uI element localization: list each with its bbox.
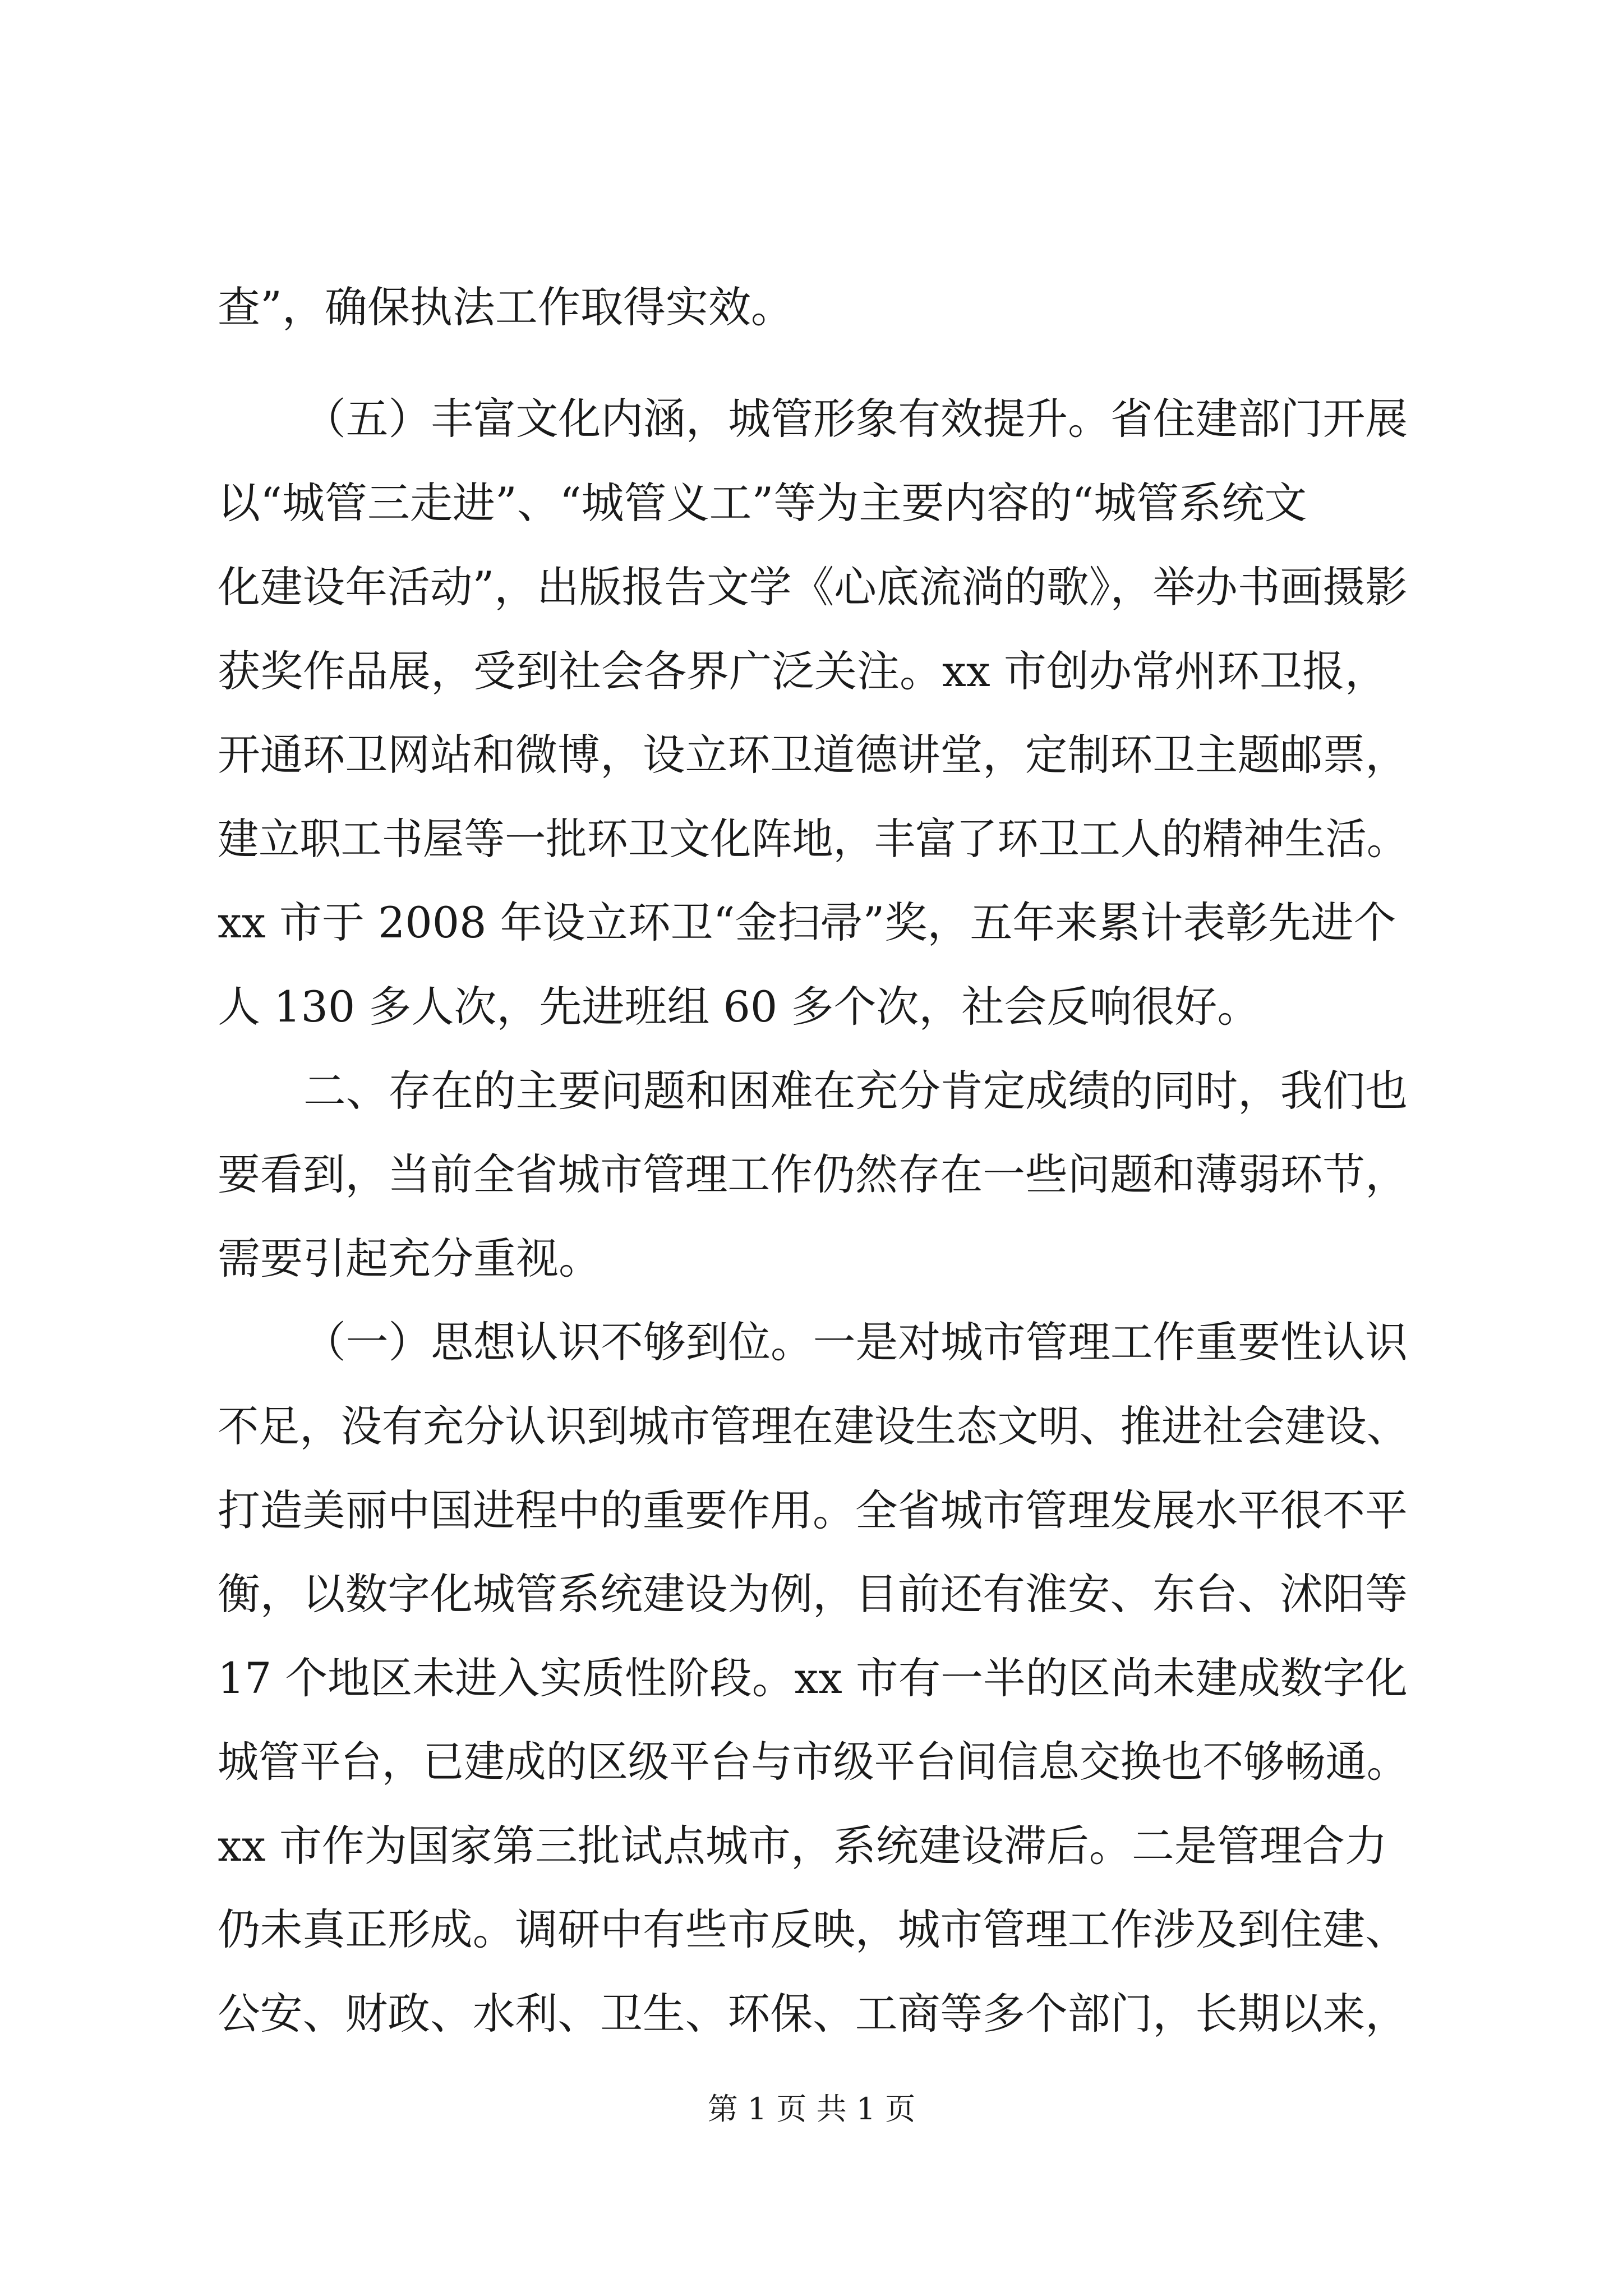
text-line	[0, 1474, 1623, 1547]
text-line-content: 要看到，当前全省城市管理工作仍然存在一些问题和薄弱环节，	[218, 1149, 1408, 1199]
text-line	[0, 886, 1623, 959]
text-line	[0, 1977, 1623, 2050]
text-line-content: （五）丰富文化内涵，城管形象有效提升。省住建部门开展	[303, 394, 1408, 444]
text-line-content: 建立职工书屋等一批环卫文化阵地，丰富了环卫工人的精神生活。	[218, 814, 1408, 864]
text-line	[0, 635, 1623, 708]
text-line	[0, 1726, 1623, 1798]
text-line-content: 以“城管三走进”、“城管义工”等为主要内容的“城管系统文	[218, 478, 1307, 528]
text-line	[0, 1642, 1623, 1715]
text-line-content: 查”，确保执法工作取得实效。	[218, 282, 794, 332]
text-line-content: 衡，以数字化城管系统建设为例，目前还有淮安、东台、沭阳等	[218, 1569, 1408, 1619]
text-line-content: 二、存在的主要问题和困难在充分肯定成绩的同时，我们也	[303, 1066, 1408, 1116]
text-line	[0, 1222, 1623, 1295]
text-line-content: 公安、财政、水利、卫生、环保、工商等多个部门，长期以来，	[218, 1989, 1408, 2039]
text-line-content: xx 市作为国家第三批试点城市，系统建设滞后。二是管理合力	[218, 1821, 1387, 1871]
text-line	[0, 551, 1623, 624]
text-line-content: 获奖作品展，受到社会各界广泛关注。xx 市创办常州环卫报，	[218, 646, 1387, 696]
text-line-content: 打造美丽中国进程中的重要作用。全省城市管理发展水平很不平	[218, 1485, 1408, 1535]
paragraph-first-line	[0, 1055, 1623, 1128]
text-line	[0, 271, 1623, 344]
text-line-content: 人 130 多人次，先进班组 60 多个次，社会反响很好。	[218, 982, 1260, 1032]
text-line	[0, 467, 1623, 540]
text-line-content: 仍未真正形成。调研中有些市反映，城市管理工作涉及到住建、	[218, 1904, 1408, 1954]
text-line-content: 17 个地区未进入实质性阶段。xx 市有一半的区尚未建成数字化	[218, 1653, 1408, 1703]
text-line-content: 不足，没有充分认识到城市管理在建设生态文明、推进社会建设、	[218, 1401, 1408, 1451]
text-line	[0, 1558, 1623, 1631]
text-line	[0, 1138, 1623, 1211]
paragraph-first-line	[0, 383, 1623, 455]
text-line	[0, 1893, 1623, 1966]
text-line	[0, 970, 1623, 1043]
text-line-content: 需要引起充分重视。	[218, 1234, 601, 1283]
text-line	[0, 1390, 1623, 1463]
text-line	[0, 803, 1623, 876]
text-line-content: xx 市于 2008 年设立环卫“金扫帚”奖，五年来累计表彰先进个	[218, 898, 1396, 947]
text-line	[0, 719, 1623, 792]
text-line	[0, 1810, 1623, 1883]
paragraph-first-line	[0, 1306, 1623, 1379]
text-line-content: 化建设年活动”，出版报告文学《心底流淌的歌》，举办书画摄影	[218, 562, 1408, 612]
text-line-content: （一）思想认识不够到位。一是对城市管理工作重要性认识	[303, 1317, 1408, 1367]
page-footer: 第 1 页 共 1 页	[707, 2091, 916, 2127]
text-line-content: 开通环卫网站和微博，设立环卫道德讲堂，定制环卫主题邮票，	[218, 730, 1408, 780]
text-line-content: 城管平台，已建成的区级平台与市级平台间信息交换也不够畅通。	[218, 1737, 1408, 1787]
